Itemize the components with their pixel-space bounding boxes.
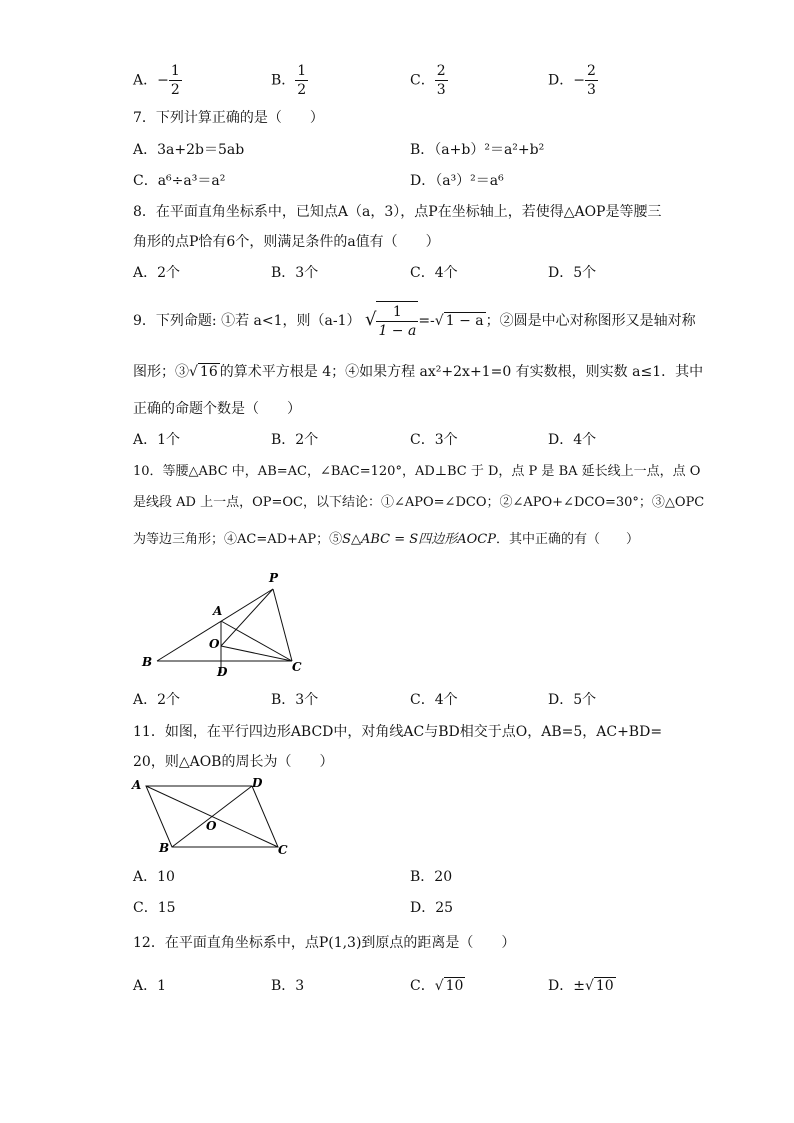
label-o: O bbox=[209, 637, 220, 651]
q8-option-d: D．5个 bbox=[548, 265, 597, 281]
q8-stem-line1: 8．在平面直角坐标系中，已知点A（a，3），点P在坐标轴上，若使得△AOP是等腰三 bbox=[133, 204, 662, 220]
fraction: $\frac{1}{2}$ bbox=[170, 63, 180, 98]
q11-option-a: A．10 bbox=[133, 869, 175, 885]
label-d: D bbox=[252, 776, 263, 790]
q10-option-c: C．4个 bbox=[410, 692, 458, 708]
label-o: O bbox=[206, 819, 217, 833]
q11-stem-line2: 20，则△AOB的周长为（ ） bbox=[133, 754, 334, 770]
q12-stem: 12．在平面直角坐标系中，点P(1,3)到原点的距离是（ ） bbox=[133, 935, 516, 951]
sqrt: 1 − a bbox=[445, 312, 484, 329]
q9-stem-line1: 9．下列命题: ①若 a<1，则（a-1） √ $\frac{1}{1 - a}$ =-√ 1 − a ；②圆是中心对称图形又是轴对称 bbox=[133, 300, 696, 342]
label-d: D bbox=[217, 665, 228, 679]
q6-option-b: B． $\frac{1}{2}$ bbox=[271, 63, 307, 98]
sqrt: 10 bbox=[445, 978, 464, 994]
q7-option-c: C．a⁶÷a³＝a² bbox=[133, 173, 226, 189]
q9-option-a: A．1个 bbox=[133, 432, 181, 448]
q10-stem-line2: 是线段 AD 上一点，OP=OC，以下结论：①∠APO=∠DCO；②∠APO+∠DCO=30°；③△OPC bbox=[133, 495, 705, 510]
q11-option-b: B．20 bbox=[410, 869, 453, 885]
q9-stem-line2: 图形；③√ 16 的算术平方根是 4；④如果方程 ax²+2x+1=0 有实数根，则实数 a≤1．其中 bbox=[133, 364, 704, 380]
label-b: B bbox=[142, 655, 153, 669]
parallelogram-figure bbox=[130, 772, 300, 862]
q11-stem-line1: 11．如图，在平行四边形ABCD中，对角线AC与BD相交于点O，AB=5，AC+BD= bbox=[133, 724, 663, 740]
q6-option-d: D．− $\frac{2}{3}$ bbox=[548, 63, 596, 98]
triangle-figure bbox=[135, 568, 310, 683]
q7-option-a: A．3a+2b＝5ab bbox=[133, 142, 245, 158]
label-a: A bbox=[132, 778, 142, 792]
q12-option-d: D．±√ 10 bbox=[548, 978, 614, 994]
q8-option-b: B．3个 bbox=[271, 265, 319, 281]
label-c: C bbox=[278, 843, 288, 857]
segment-op bbox=[221, 589, 273, 646]
label-b: B bbox=[159, 841, 170, 855]
q8-option-a: A．2个 bbox=[133, 265, 181, 281]
q7-option-b: B．（a+b）²＝a²+b² bbox=[410, 142, 545, 158]
label-c: C bbox=[292, 660, 302, 674]
q12-option-a: A．1 bbox=[133, 978, 167, 994]
q10-option-b: B．3个 bbox=[271, 692, 319, 708]
fraction: $\frac{1}{2}$ bbox=[297, 63, 307, 98]
label-p: P bbox=[269, 571, 279, 585]
q9-option-b: B．2个 bbox=[271, 432, 319, 448]
q12-option-c: C．√ 10 bbox=[410, 978, 464, 994]
q7-stem: 7．下列计算正确的是（ ） bbox=[133, 110, 324, 126]
q10-option-d: D．5个 bbox=[548, 692, 597, 708]
fraction: $\frac{2}{3}$ bbox=[586, 63, 596, 98]
q10-option-a: A．2个 bbox=[133, 692, 181, 708]
q10-stem-line3: 为等边三角形；④AC=AD+AP；⑤S△ABC = S四边形AOCP．其中正确的有（ ） bbox=[133, 532, 639, 547]
radical-fraction: √ $\frac{1}{1 - a}$ bbox=[365, 300, 418, 342]
q11-option-c: C．15 bbox=[133, 900, 176, 916]
q10-stem-line1: 10．等腰△ABC 中，AB=AC，∠BAC=120°，AD⊥BC 于 D，点 P 是 BA 延长线上一点，点 O bbox=[133, 464, 701, 479]
q11-option-d: D．25 bbox=[410, 900, 454, 916]
sqrt: 16 bbox=[199, 364, 218, 380]
q9-stem-line3: 正确的命题个数是（ ） bbox=[133, 401, 301, 417]
diagonal-bd bbox=[172, 786, 252, 847]
q12-option-b: B．3 bbox=[271, 978, 305, 994]
q7-option-d: D．（a³）²＝a⁶ bbox=[410, 173, 504, 189]
q8-option-c: C．4个 bbox=[410, 265, 458, 281]
segment-pc bbox=[273, 589, 292, 661]
segment-oc bbox=[221, 646, 292, 661]
q6-option-c: C． $\frac{2}{3}$ bbox=[410, 63, 446, 98]
label-a: A bbox=[213, 604, 223, 618]
q8-stem-line2: 角形的点P恰有6个，则满足条件的a值有（ ） bbox=[133, 234, 440, 250]
q9-option-c: C．3个 bbox=[410, 432, 458, 448]
fraction: $\frac{2}{3}$ bbox=[436, 63, 446, 98]
q6-option-a: A．− $\frac{1}{2}$ bbox=[133, 63, 180, 98]
q9-option-d: D．4个 bbox=[548, 432, 597, 448]
sqrt: 10 bbox=[595, 978, 614, 994]
fraction: $\frac{1}{1 - a}$ bbox=[378, 304, 417, 339]
segment-ac bbox=[221, 621, 292, 661]
